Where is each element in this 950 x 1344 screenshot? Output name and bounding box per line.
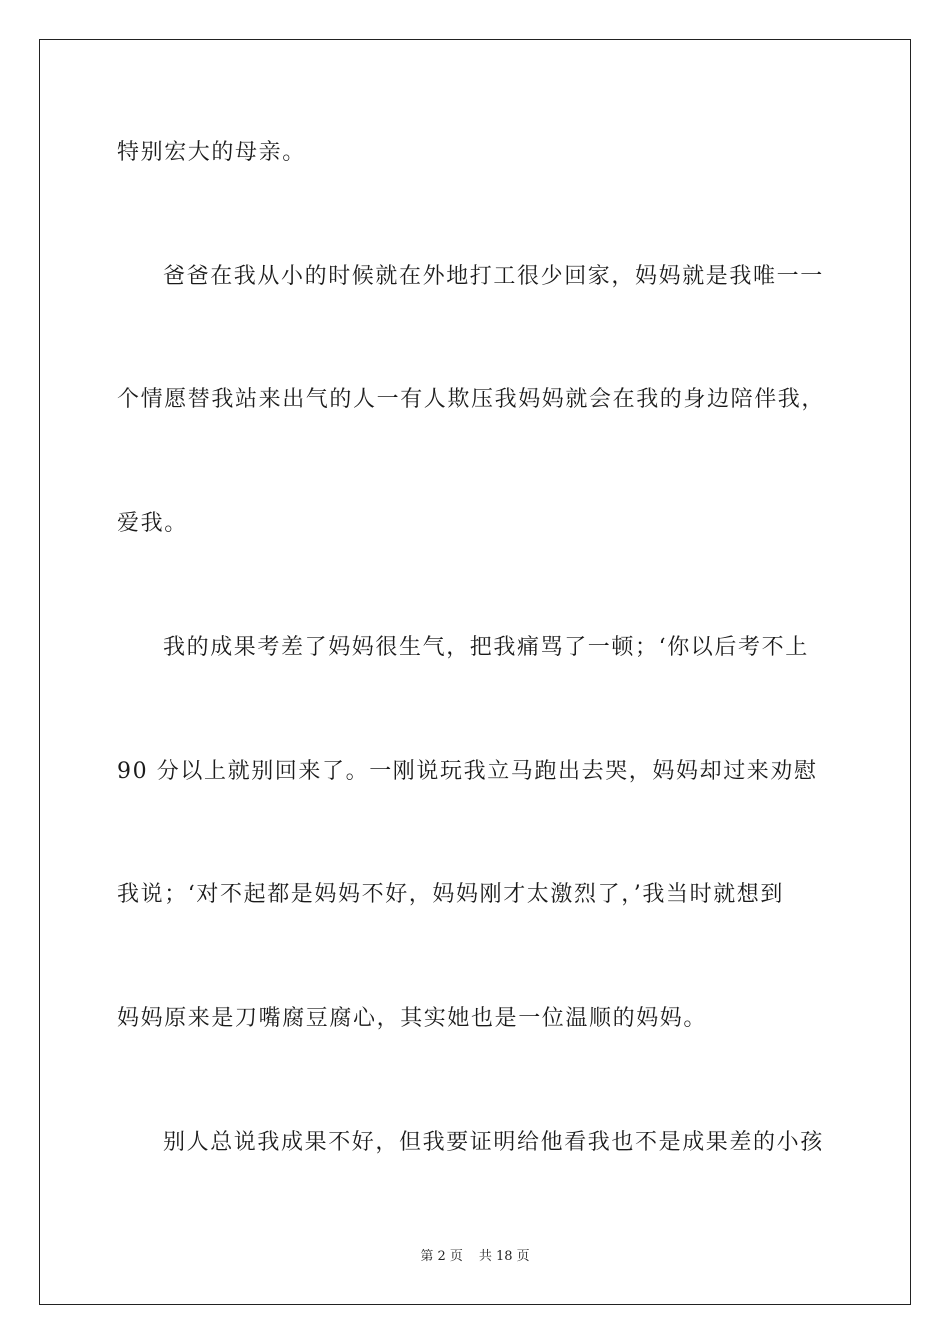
- text-line-7: 我说；‘对不起都是妈妈不好，妈妈刚才太激烈了，’我当时就想到: [117, 882, 784, 907]
- page-number: 第 2 页: [420, 1249, 463, 1264]
- page-footer: [0, 1248, 950, 1266]
- text-line-6: 90 分以上就别回来了。一刚说玩我立马跑出去哭，妈妈却过来劝慰: [117, 759, 818, 784]
- text-line-9: 别人总说我成果不好，但我要证明给他看我也不是成果差的小孩: [163, 1130, 824, 1155]
- text-line-2: 爸爸在我从小的时候就在外地打工很少回家，妈妈就是我唯一一: [163, 264, 824, 289]
- text-line-4: 爱我。: [117, 511, 188, 536]
- page-border: [39, 39, 911, 1305]
- text-line-8: 妈妈原来是刀嘴腐豆腐心，其实她也是一位温顺的妈妈。: [117, 1006, 708, 1031]
- text-line-5: 我的成果考差了妈妈很生气，把我痛骂了一顿；‘你以后考不上: [163, 635, 809, 660]
- text-line-1: 特别宏大的母亲。: [117, 140, 306, 165]
- text-line-3: 个情愿替我站来出气的人一有人欺压我妈妈就会在我的身边陪伴我，: [117, 387, 826, 412]
- page-total: 共 18 页: [478, 1249, 530, 1264]
